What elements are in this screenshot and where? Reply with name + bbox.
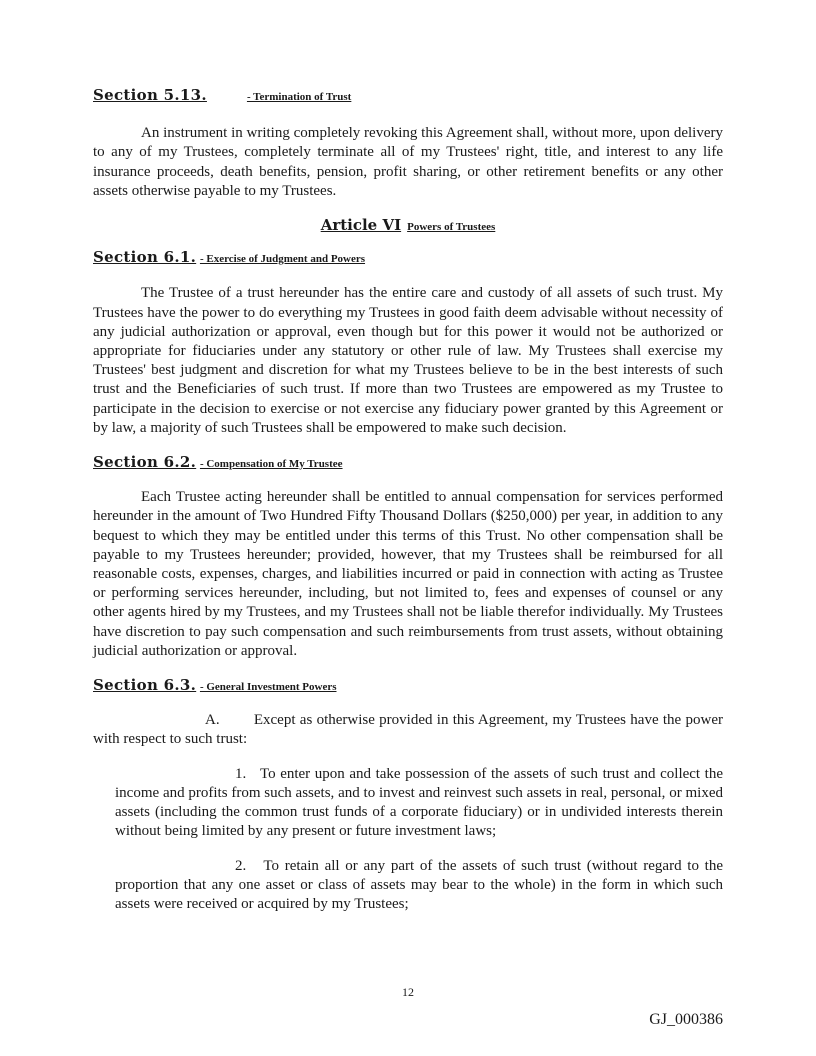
bates-number: GJ_000386 bbox=[649, 1011, 723, 1028]
section-6-3-item-2: 2. To retain all or any part of the assets of such trust (without regard to the proportion that any one asset or class of assets may bear to the whole) in the form in which such assets were received or acquired by my Trustees; bbox=[115, 857, 723, 912]
section-6-3-paragraph-a: A. Except as otherwise provided in this Agreement, my Trustees have the power with respect to such trust: bbox=[93, 712, 723, 748]
section-6-3-heading bbox=[93, 676, 723, 697]
section-number: Section 6.2. bbox=[93, 453, 197, 472]
article-heading bbox=[93, 216, 723, 237]
section-number: Section 6.3. bbox=[93, 676, 197, 695]
section-5-13-body: An instrument in writing completely revoking this Agreement shall, without more, upon delivery to any of my Trustees, completely terminate all of my Trustees' right, title, and interest to any life insurance proceeds, death benefits, pension, profit sharing, or other retirement benefits or any other assets otherwise payable to my Trustees. bbox=[93, 125, 723, 199]
section-6-1-body: The Trustee of a trust hereunder has the entire care and custody of all assets of such trust. My Trustees have the power to do everything my Trustees in good faith deem advisable without necessity of any judicial authorization or approval, even though but for this power it would not be authorized or appropriate for fiduciaries under any statutory or other rule of law. My Trustees shall exercise my Trustees' best judgment and discretion for what my Trustees believe to be in the best interests of such trust and the Beneficiaries of such trust. If more than two Trustees are empowered as my Trustee to participate in the decision to exercise or not exercise any fiduciary power granted by this Agreement or by law, a majority of such Trustees shall be empowered to make such decision. bbox=[93, 285, 723, 436]
section-number: Section 6.1. bbox=[93, 248, 197, 267]
section-5-13-heading bbox=[93, 86, 723, 107]
section-title: - Compensation of My Trustee bbox=[199, 458, 343, 471]
article-title: Powers of Trustees bbox=[407, 221, 496, 234]
section-title: - Termination of Trust bbox=[246, 91, 352, 103]
section-6-1-heading bbox=[93, 248, 723, 269]
section-number: Section 5.13. bbox=[93, 86, 207, 104]
section-6-2-heading bbox=[93, 453, 723, 474]
article-number: Article VI bbox=[320, 216, 402, 235]
section-title: - Exercise of Judgment and Powers bbox=[199, 253, 366, 266]
section-6-3-item-1: 1. To enter upon and take possession of the assets of such trust and collect the income and profits from such assets, and to invest and reinvest such assets in real, personal, or mixed assets (including the common trust funds of a corporate fiduciary) or in undivided interests therein without being limited by any present or future investment laws; bbox=[115, 765, 723, 840]
page-number: 12 bbox=[402, 985, 414, 999]
section-title: - General Investment Powers bbox=[199, 681, 337, 694]
document-page bbox=[93, 86, 723, 914]
section-6-2-body: Each Trustee acting hereunder shall be entitled to annual compensation for services performed hereunder in the amount of Two Hundred Fifty Thousand Dollars ($250,000) per year, in addition to any bequest to which they may be entitled under this terms of this Trust. No other compensation shall be payable to my Trustees hereunder; provided, however, that my Trustees shall be reimbursed for all reasonable costs, expenses, charges, and liabilities incurred or paid in connection with acting as Trustee or performing services hereunder, including, but not limited to, fees and expenses of counsel or any other agents hired by my Trustees, and my Trustees shall not be liable therefor individually. My Trustees have discretion to pay such compensation and such reimbursements from trust assets, without obtaining judicial authorization or approval. bbox=[93, 489, 723, 659]
